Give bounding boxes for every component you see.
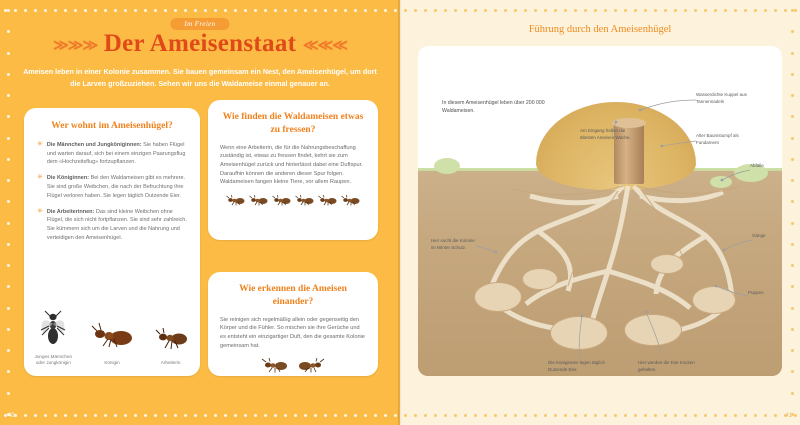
ant-figure-caption: Königin [104, 359, 120, 365]
card-who-lives [24, 108, 200, 376]
ant-icon [296, 357, 326, 373]
dotted-border-right [786, 0, 798, 425]
label-gaenge: Gänge [752, 233, 766, 238]
label-abfaelle: Abfälle [750, 163, 764, 168]
bullet-lead: Die Arbeiterinnen: [46, 208, 95, 215]
book-spine-shadow [398, 0, 402, 425]
dotted-border-top [400, 4, 800, 16]
bullet-lead: Die Männchen und Jungköniginnen: [46, 141, 142, 148]
bullet-body: Das sind kleine Weibchen ohne Flügel, die sich nicht fortpflanzen. Sie sind sehr zahlreich. Sie kümmern sich um die Larven und die Nahrung und verteidigen den Ameisenhügel. [46, 208, 187, 241]
dotted-border-bottom [400, 409, 800, 421]
ant-icon [260, 357, 290, 373]
chamber-winter [474, 282, 522, 312]
ant-icon [340, 194, 362, 206]
section-title: Führung durch den Ameisenhügel [528, 24, 672, 35]
title-decoration-left: ≫≫≫ [53, 37, 98, 54]
right-page [400, 0, 800, 425]
worker-ant-icon [153, 324, 189, 352]
ant-figure-queen [89, 318, 135, 366]
title-decoration-right: ≪≪≪ [302, 37, 347, 54]
card-who-title: Wer wohnt im Ameisenhügel? [51, 121, 173, 131]
ant-icon [271, 194, 293, 206]
card-how-they-recognize [208, 272, 378, 376]
chapter-tag: Im Freien [170, 18, 229, 30]
bullet-lead: Die Königinnen: [46, 175, 90, 182]
ant-figure-caption: Junges Männchen oder Jungkönigin [34, 353, 73, 365]
illustration-note: In diesem Ameisenhügel leben über 200 000 Waldameisen. [442, 100, 545, 114]
chamber-small [522, 268, 558, 290]
bullet-text [47, 208, 187, 243]
list-item [37, 141, 187, 167]
page-number-left: 40 [8, 413, 15, 419]
label-baumstumpf-fundament: Alter Baumstumpf als Fundament [696, 133, 739, 145]
bullet-body: Sie haben Flügel und warten darauf, sich bei einem einzigen Paarungsflug dem «Hochzeitsflug» fortzupflanzen. [46, 141, 186, 166]
list-item [37, 208, 187, 243]
page-title [0, 30, 400, 58]
bullet-text [47, 141, 187, 167]
card-how-they-find-food [208, 100, 378, 240]
bullet-text [47, 174, 187, 200]
label-puppen: Puppen [748, 290, 764, 295]
ant-icon [248, 194, 270, 206]
card-recognize-title: Wie erkennen die Ameisen einander? [239, 284, 347, 307]
ant-icon [317, 194, 339, 206]
page-title-text: Der Ameisenstaat [103, 30, 297, 57]
ant-trail-illustration [220, 194, 366, 206]
ant-figure-caption: Arbeiterin [160, 359, 181, 365]
chamber-queens [624, 314, 682, 346]
label-eier-trocken: Hier werden die Eier trocken gehalten. [638, 360, 695, 372]
star-icon: ✳ [37, 174, 43, 182]
label-koeniginnen-eier: Die Königinnen legen täglich Dutzende Eier. [548, 360, 606, 372]
bullet-body: Bei den Waldameisen gibt es mehrere. Sie sind große Weibchen, die nach der Befruchtung ihre Flügel verloren haben. Sie legen täglich Dutzende Eier. [46, 175, 186, 199]
ant-icon [225, 194, 247, 206]
card-who-bullet-list [37, 141, 187, 243]
ant-figure-row [24, 306, 200, 366]
dotted-border-top [0, 4, 400, 16]
card-food-title: Wie finden die Waldameisen etwas zu fressen? [222, 112, 364, 135]
card-recognize-text: Sie reinigen sich regelmäßig allein oder gegenseitig den Körper und die Fühler. So mischen sie ihre Gerüche und es entsteht ein einzigartiger Duft, den die gesamte Kolonie gemeinsam hat. [220, 316, 365, 349]
page-number-right: 41 [785, 413, 792, 419]
label-winterschutz: Hier sucht die Kolonie im Winter Schutz. [431, 238, 475, 250]
queen-ant-icon [90, 318, 134, 352]
ant-figure-worker [148, 324, 194, 366]
star-icon: ✳ [37, 140, 43, 148]
chamber-pupae [692, 286, 736, 314]
chamber-small [650, 254, 684, 274]
card-food-text: Wenn eine Arbeiterin, die für die Nahrungsbeschaffung zuständig ist, etwas zu fressen findet, kehrt sie zum Ameisenhügel zurück und hinterlässt dabei eine Duftspur. Daraufhin können die anderen dieser Spur folgen. Waldameisen fangen kleine Tiere, vor allem Raupen. [220, 144, 363, 186]
list-item [37, 174, 187, 200]
intro-paragraph: Ameisen leben in einer Kolonie zusammen. Sie bauen gemeinsam ein Nest, den Ameisenhügel, um dort die Larven großzuziehen. Sehen wir uns die Waldameise einmal genauer an. [23, 67, 377, 88]
label-eingang-wache: Am Eingang halten die ältesten Ameisen Wache. [580, 128, 631, 140]
chamber-eggs [550, 316, 608, 350]
winged-ant-icon [36, 306, 70, 346]
star-icon: ✳ [37, 207, 43, 215]
ant-icon [294, 194, 316, 206]
label-wasserdichte-kuppel: Wasserdichte Kuppel aus Tannennadeln [696, 92, 747, 104]
grooming-ants-illustration [220, 357, 366, 373]
dotted-border-left [2, 0, 14, 425]
dotted-border-bottom [0, 409, 400, 421]
ant-figure-young-male [30, 306, 76, 366]
